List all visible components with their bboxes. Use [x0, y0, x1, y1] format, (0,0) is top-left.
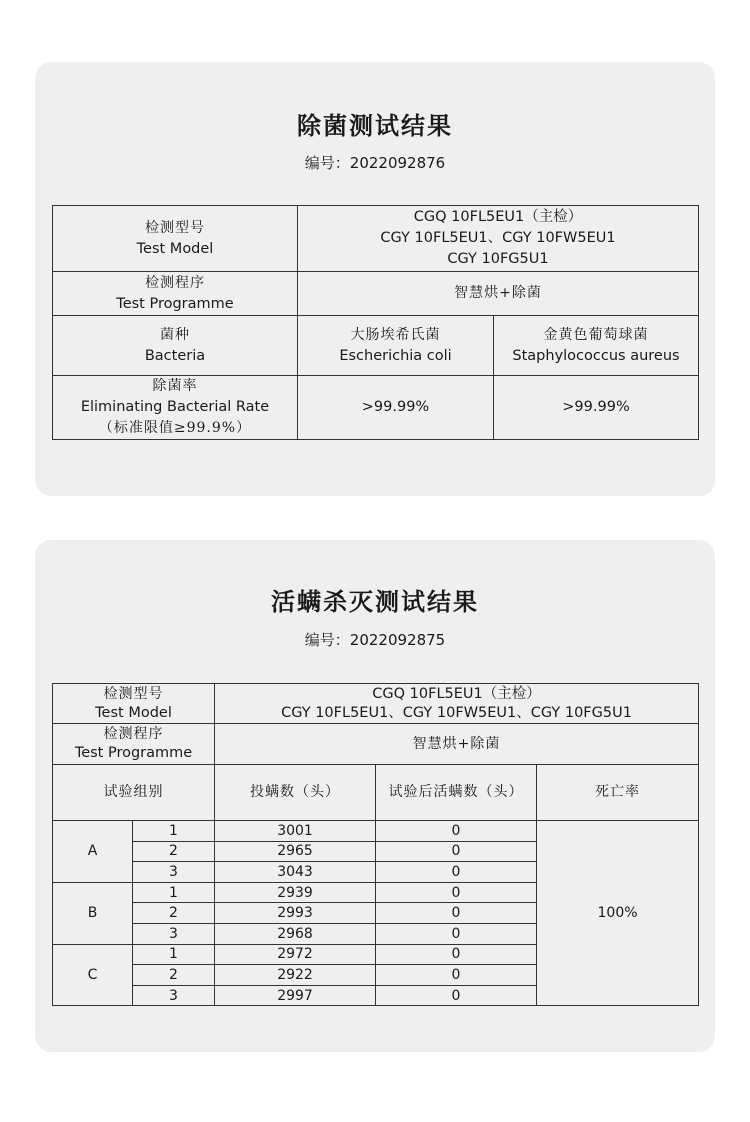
- rate-saureus-cell: [494, 376, 699, 440]
- mite-kill-result-card: [35, 540, 715, 1052]
- alive-count: 0: [376, 821, 537, 842]
- model-row: [53, 684, 699, 724]
- rate-row: [53, 376, 699, 440]
- alive-count: 0: [376, 985, 537, 1006]
- bacteria-saureus-en: Staphylococcus aureus: [512, 347, 680, 364]
- mite-count: 2993: [215, 903, 376, 924]
- programme-row: [53, 272, 699, 316]
- mite-count: 3001: [215, 821, 376, 842]
- mite-kill-serial: [35, 629, 715, 650]
- row-index: 1: [133, 882, 215, 903]
- alive-count: 0: [376, 841, 537, 862]
- header-alive-count-label: 试验后活螨数（头）: [388, 784, 524, 800]
- model-value-cell: [298, 206, 699, 272]
- group-a-cell: A: [53, 821, 133, 883]
- model-label-cell: [53, 684, 215, 724]
- alive-count: 0: [376, 944, 537, 965]
- sterilization-result-card: [35, 62, 715, 496]
- header-alive-count: [376, 765, 537, 821]
- model-row: [53, 206, 699, 272]
- header-group-label: 试验组别: [103, 784, 164, 800]
- programme-label-cn: 检测程序: [103, 726, 164, 742]
- model-label-en: Test Model: [136, 240, 214, 257]
- sterilization-table: [52, 205, 699, 440]
- model-label-cn: 检测型号: [103, 685, 164, 702]
- model-label-cell: [53, 206, 298, 272]
- alive-count: 0: [376, 923, 537, 944]
- row-index: 3: [133, 862, 215, 883]
- rate-label-cell: [53, 376, 298, 440]
- model-value-line: CGQ 10FL5EU1（主检）: [372, 685, 541, 702]
- mite-kill-table: [52, 683, 699, 1006]
- model-value-line: CGY 10FL5EU1、CGY 10FW5EU1、CGY 10FG5U1: [281, 704, 632, 721]
- programme-row: [53, 724, 699, 765]
- bacteria-row: [53, 316, 699, 376]
- mite-kill-title: 活螨杀灭测试结果: [271, 587, 479, 616]
- row-index: 2: [133, 903, 215, 924]
- alive-count: 0: [376, 965, 537, 986]
- programme-value-cell: [298, 272, 699, 316]
- bacteria-saureus-cell: [494, 316, 699, 376]
- header-mortality-label: 死亡率: [595, 784, 641, 800]
- bacteria-ecoli-en: Escherichia coli: [339, 347, 452, 364]
- header-group: [53, 765, 215, 821]
- model-label-en: Test Model: [95, 704, 172, 721]
- header-mite-count: [215, 765, 376, 821]
- header-mortality: [537, 765, 699, 821]
- rate-label-cn: 除菌率: [152, 378, 198, 394]
- programme-value-cell: [215, 724, 699, 765]
- row-index: 3: [133, 985, 215, 1006]
- mite-count: 3043: [215, 862, 376, 883]
- programme-label-cell: [53, 724, 215, 765]
- sterilization-title: 除菌测试结果: [297, 111, 453, 140]
- programme-value: 智慧烘+除菌: [412, 735, 501, 752]
- table-header-row: [53, 765, 699, 821]
- model-value-line: CGQ 10FL5EU1（主检）: [413, 209, 583, 225]
- alive-count: 0: [376, 862, 537, 883]
- serial-label: 编号：: [304, 154, 350, 172]
- mite-count: 2939: [215, 882, 376, 903]
- serial-value: 2022092876: [349, 154, 446, 172]
- sterilization-serial: [35, 152, 715, 173]
- bacteria-label-en: Bacteria: [144, 347, 206, 364]
- row-index: 2: [133, 841, 215, 862]
- bacteria-ecoli-cn: 大肠埃希氏菌: [350, 326, 441, 343]
- mite-count: 2972: [215, 944, 376, 965]
- mite-count: 2965: [215, 841, 376, 862]
- mite-count: 2922: [215, 965, 376, 986]
- row-index: 3: [133, 923, 215, 944]
- alive-count: 0: [376, 903, 537, 924]
- bacteria-label-cell: [53, 316, 298, 376]
- model-value-cell: [215, 684, 699, 724]
- rate-label-standard: （标准限值≥99.9%）: [98, 420, 252, 436]
- model-value-line: CGY 10FL5EU1、CGY 10FW5EU1: [380, 230, 616, 246]
- alive-count: 0: [376, 882, 537, 903]
- bacteria-ecoli-cell: [298, 316, 494, 376]
- model-value-line: CGY 10FG5U1: [447, 251, 549, 267]
- serial-value: 2022092875: [349, 631, 446, 649]
- mite-count: 2997: [215, 985, 376, 1006]
- rate-saureus-value: >99.99%: [562, 399, 630, 415]
- rate-ecoli-value: >99.99%: [361, 399, 430, 415]
- model-label-cn: 检测型号: [145, 219, 205, 236]
- rate-label-en: Eliminating Bacterial Rate: [80, 399, 270, 415]
- programme-value: 智慧烘+除菌: [454, 285, 542, 301]
- row-index: 1: [133, 944, 215, 965]
- row-index: 1: [133, 821, 215, 842]
- bacteria-label-cn: 菌种: [160, 326, 190, 343]
- table-row: [53, 821, 699, 842]
- row-index: 2: [133, 965, 215, 986]
- header-mite-count-label: 投螨数（头）: [250, 784, 341, 800]
- programme-label-cn: 检测程序: [145, 274, 205, 291]
- programme-label-cell: [53, 272, 298, 316]
- rate-ecoli-cell: [298, 376, 494, 440]
- group-c-cell: C: [53, 944, 133, 1006]
- group-b-cell: B: [53, 882, 133, 944]
- programme-label-en: Test Programme: [116, 295, 234, 312]
- serial-label: 编号：: [304, 631, 350, 649]
- bacteria-saureus-cn: 金黄色葡萄球菌: [543, 326, 649, 343]
- mortality-cell: 100%: [537, 821, 699, 1006]
- mite-count: 2968: [215, 923, 376, 944]
- programme-label-en: Test Programme: [74, 745, 193, 761]
